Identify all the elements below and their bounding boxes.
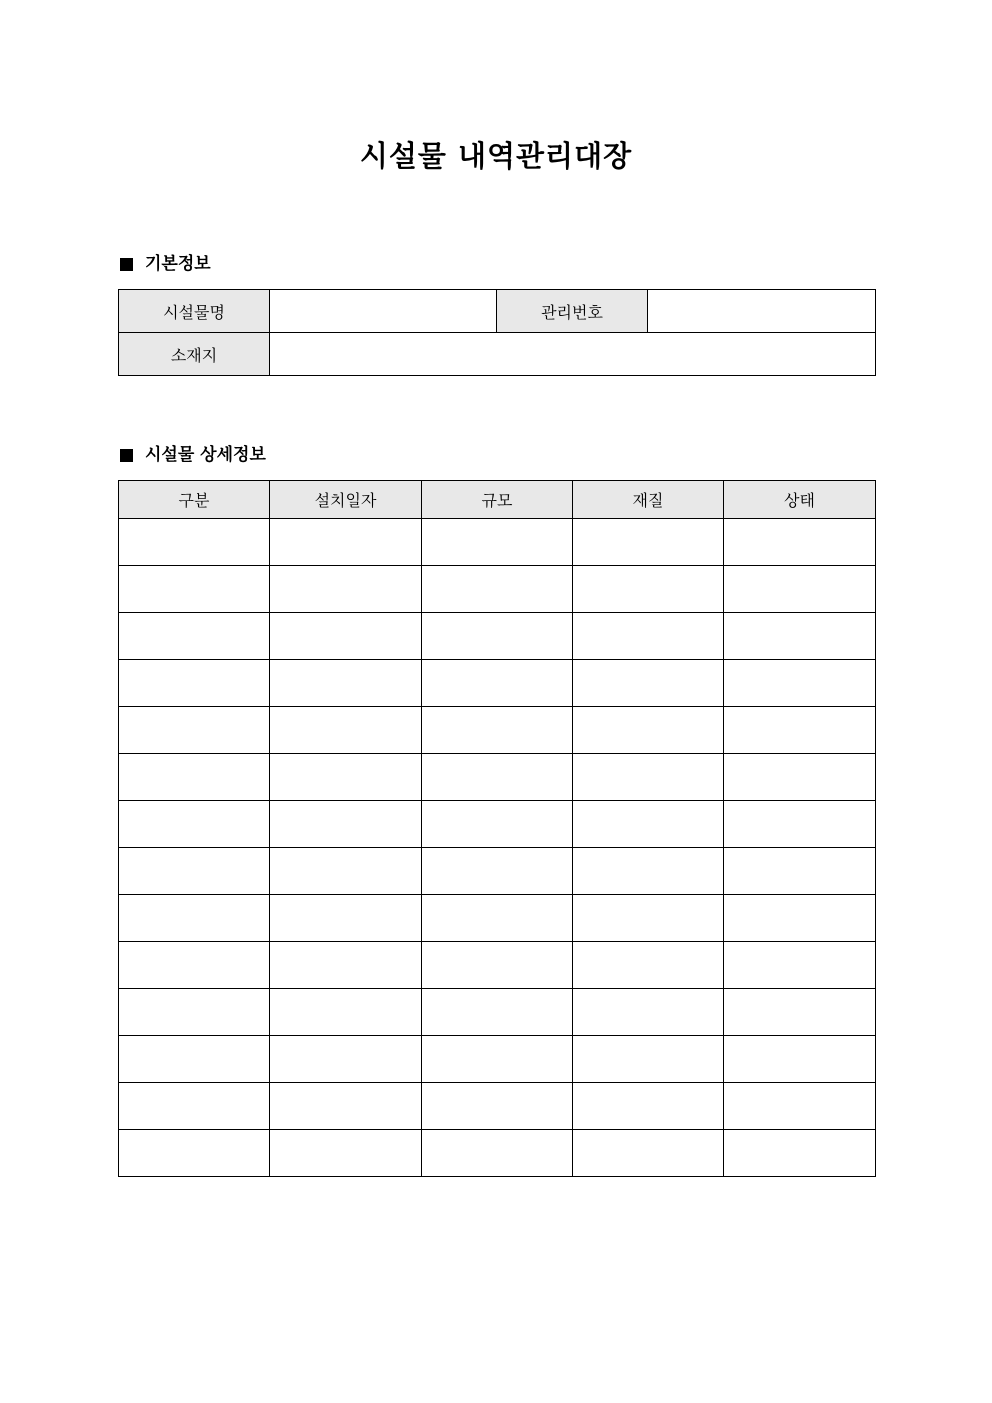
material-cell[interactable]	[573, 566, 724, 613]
management-no-field[interactable]	[648, 290, 876, 333]
table-row	[119, 1036, 876, 1083]
category-cell[interactable]	[119, 707, 270, 754]
status-cell[interactable]	[724, 519, 876, 566]
status-cell[interactable]	[724, 660, 876, 707]
material-cell[interactable]	[573, 1083, 724, 1130]
status-cell[interactable]	[724, 989, 876, 1036]
material-cell[interactable]	[573, 660, 724, 707]
material-cell[interactable]	[573, 989, 724, 1036]
management-no-label: 관리번호	[497, 290, 648, 333]
install-date-cell[interactable]	[270, 519, 422, 566]
square-bullet-icon	[120, 449, 133, 462]
basic-info-heading	[120, 252, 211, 276]
column-header-scale: 규모	[422, 481, 573, 519]
basic-info-heading-text: 기본정보	[145, 254, 211, 274]
page-title: 시설물 내역관리대장	[359, 139, 633, 173]
table-row	[119, 1130, 876, 1177]
install-date-cell[interactable]	[270, 1130, 422, 1177]
scale-cell[interactable]	[422, 1083, 573, 1130]
column-header-category: 구분	[119, 481, 270, 519]
detail-info-table	[118, 480, 876, 1177]
table-row	[119, 848, 876, 895]
square-bullet-icon	[120, 258, 133, 271]
facility-name-label: 시설물명	[119, 290, 270, 333]
install-date-cell[interactable]	[270, 707, 422, 754]
install-date-cell[interactable]	[270, 942, 422, 989]
status-cell[interactable]	[724, 801, 876, 848]
table-row	[119, 707, 876, 754]
scale-cell[interactable]	[422, 754, 573, 801]
status-cell[interactable]	[724, 1036, 876, 1083]
scale-cell[interactable]	[422, 613, 573, 660]
scale-cell[interactable]	[422, 942, 573, 989]
material-cell[interactable]	[573, 1130, 724, 1177]
status-cell[interactable]	[724, 754, 876, 801]
table-row	[119, 660, 876, 707]
category-cell[interactable]	[119, 613, 270, 660]
table-row	[119, 895, 876, 942]
category-cell[interactable]	[119, 848, 270, 895]
scale-cell[interactable]	[422, 660, 573, 707]
detail-info-heading	[120, 443, 266, 467]
column-header-status: 상태	[724, 481, 876, 519]
location-label: 소재지	[119, 333, 270, 376]
status-cell[interactable]	[724, 895, 876, 942]
status-cell[interactable]	[724, 848, 876, 895]
category-cell[interactable]	[119, 801, 270, 848]
table-row	[119, 754, 876, 801]
install-date-cell[interactable]	[270, 848, 422, 895]
table-row	[119, 566, 876, 613]
category-cell[interactable]	[119, 989, 270, 1036]
material-cell[interactable]	[573, 754, 724, 801]
install-date-cell[interactable]	[270, 613, 422, 660]
table-row	[119, 801, 876, 848]
basic-info-row	[119, 333, 876, 376]
category-cell[interactable]	[119, 754, 270, 801]
install-date-cell[interactable]	[270, 754, 422, 801]
category-cell[interactable]	[119, 660, 270, 707]
status-cell[interactable]	[724, 1083, 876, 1130]
scale-cell[interactable]	[422, 566, 573, 613]
install-date-cell[interactable]	[270, 566, 422, 613]
status-cell[interactable]	[724, 707, 876, 754]
scale-cell[interactable]	[422, 1130, 573, 1177]
install-date-cell[interactable]	[270, 895, 422, 942]
material-cell[interactable]	[573, 519, 724, 566]
category-cell[interactable]	[119, 895, 270, 942]
material-cell[interactable]	[573, 1036, 724, 1083]
detail-table-body	[119, 519, 876, 1177]
scale-cell[interactable]	[422, 1036, 573, 1083]
facility-name-field[interactable]	[270, 290, 497, 333]
table-row	[119, 1083, 876, 1130]
table-row	[119, 942, 876, 989]
material-cell[interactable]	[573, 895, 724, 942]
location-field[interactable]	[270, 333, 876, 376]
detail-header-row	[119, 481, 876, 519]
category-cell[interactable]	[119, 942, 270, 989]
status-cell[interactable]	[724, 942, 876, 989]
scale-cell[interactable]	[422, 895, 573, 942]
category-cell[interactable]	[119, 566, 270, 613]
material-cell[interactable]	[573, 801, 724, 848]
status-cell[interactable]	[724, 1130, 876, 1177]
status-cell[interactable]	[724, 566, 876, 613]
install-date-cell[interactable]	[270, 1036, 422, 1083]
detail-info-heading-text: 시설물 상세정보	[145, 445, 266, 465]
basic-info-table	[118, 289, 876, 376]
install-date-cell[interactable]	[270, 989, 422, 1036]
status-cell[interactable]	[724, 613, 876, 660]
table-row	[119, 613, 876, 660]
table-row	[119, 989, 876, 1036]
install-date-cell[interactable]	[270, 1083, 422, 1130]
install-date-cell[interactable]	[270, 660, 422, 707]
basic-info-row	[119, 290, 876, 333]
category-cell[interactable]	[119, 1130, 270, 1177]
install-date-cell[interactable]	[270, 801, 422, 848]
scale-cell[interactable]	[422, 519, 573, 566]
scale-cell[interactable]	[422, 801, 573, 848]
scale-cell[interactable]	[422, 707, 573, 754]
scale-cell[interactable]	[422, 848, 573, 895]
category-cell[interactable]	[119, 519, 270, 566]
column-header-install-date: 설치일자	[270, 481, 422, 519]
category-cell[interactable]	[119, 1036, 270, 1083]
scale-cell[interactable]	[422, 989, 573, 1036]
material-cell[interactable]	[573, 613, 724, 660]
table-row	[119, 519, 876, 566]
material-cell[interactable]	[573, 848, 724, 895]
column-header-material: 재질	[573, 481, 724, 519]
material-cell[interactable]	[573, 942, 724, 989]
material-cell[interactable]	[573, 707, 724, 754]
category-cell[interactable]	[119, 1083, 270, 1130]
